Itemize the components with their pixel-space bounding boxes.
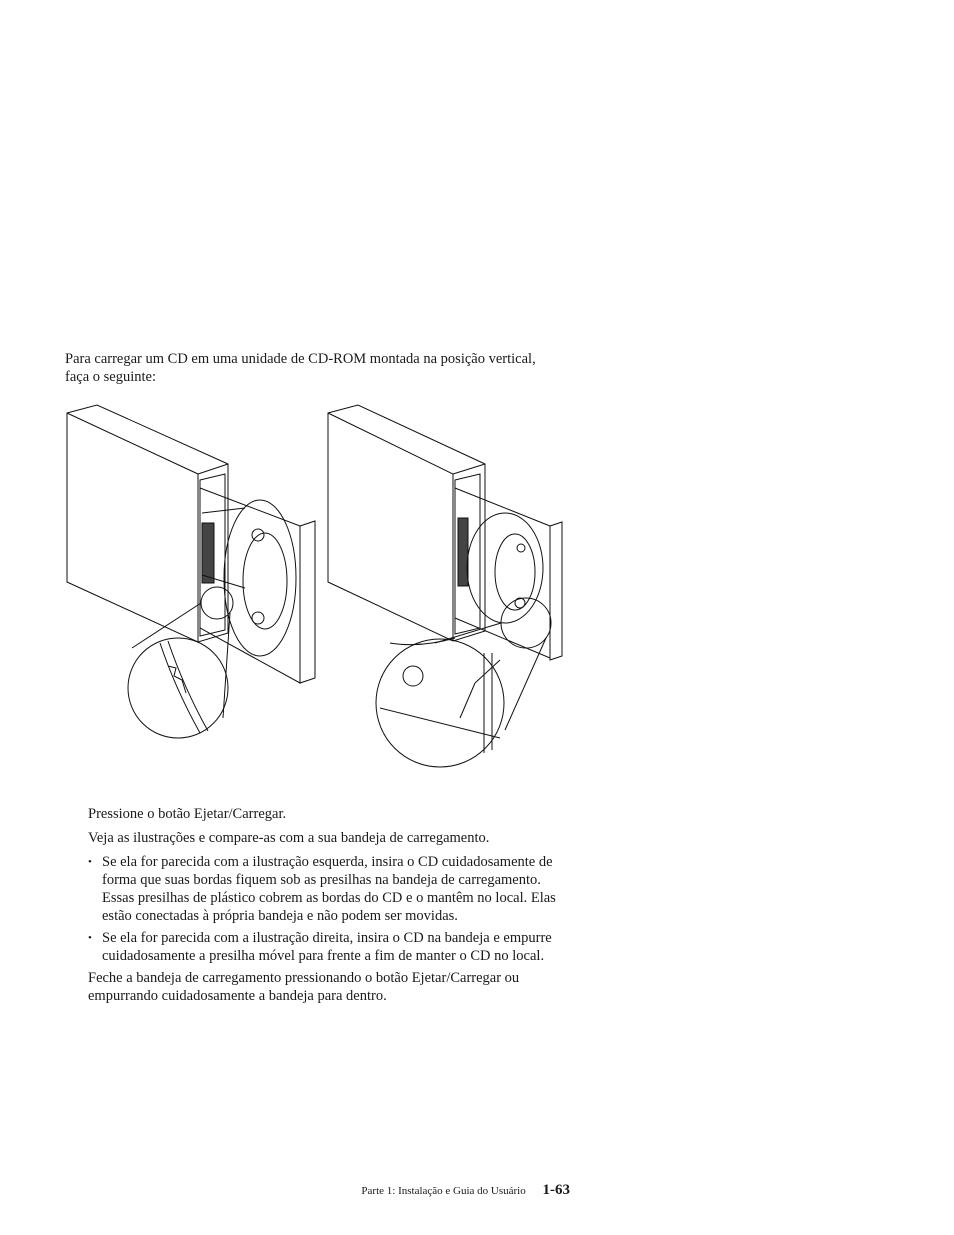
left-drive-illustration — [67, 405, 315, 738]
page-footer — [300, 1182, 570, 1199]
tray-type-list — [88, 853, 573, 965]
cd-tray-illustrations — [60, 398, 570, 773]
intro-paragraph: Para carregar um CD em uma unidade de CD-ROM montada na posição vertical, faça o seguinte: — [65, 351, 536, 385]
instructions — [88, 805, 573, 1011]
step-press-eject: Pressione o botão Ejetar/Carregar. — [88, 806, 287, 822]
bullet-left-illustration: • Se ela for parecida com a ilustração esquerda, insira o CD cuidadosamente de forma que suas bordas fiquem sob as presilhas na bandeja de carregamento. Essas presilhas de plástico cobrem as bordas do CD e o mantêm no local. Elas estão conectadas à própria bandeja e não podem ser movidas. — [88, 853, 573, 925]
footer-section-title: Parte 1: Instalação e Guia do Usuário — [361, 1185, 526, 1197]
bullet-right-illustration: • Se ela for parecida com a ilustração direita, insira o CD na bandeja e empurre cuidadosamente a presilha móvel para frente a fim de manter o CD no local. — [88, 929, 573, 965]
step-compare-tray: Veja as ilustrações e compare-as com a sua bandeja de carregamento. — [88, 830, 490, 846]
cd-tray-drawing — [60, 398, 570, 773]
step-close-tray: Feche a bandeja de carregamento pressionando o botão Ejetar/Carregar ou empurrando cuidadosamente a bandeja para dentro. — [88, 970, 520, 1004]
page-number: 1-63 — [542, 1182, 570, 1198]
right-drive-illustration — [328, 405, 562, 767]
